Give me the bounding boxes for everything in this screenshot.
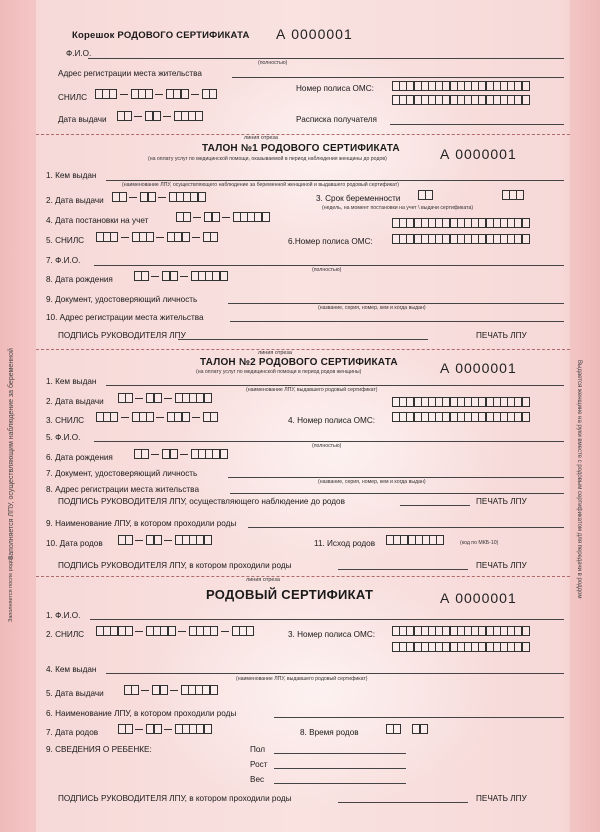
talon2-subtitle: (на оплату услуг по медицинской помощи в период родов женщины): [196, 369, 362, 375]
talon1-fio-line[interactable]: [94, 265, 564, 266]
stub-snils-label: СНИЛС: [58, 93, 87, 102]
talon1-birth-date-label: 8. Дата рождения: [46, 275, 113, 284]
stub-number: А 0000001: [276, 26, 353, 42]
stub-receipt-line[interactable]: [390, 124, 564, 125]
talon2-snils-boxes[interactable]: [96, 412, 217, 422]
talon2-birth-date-label: 6. Дата рождения: [46, 453, 113, 462]
talon2-address-line[interactable]: [230, 493, 564, 494]
stub-address-label: Адрес регистрации места жительства: [58, 69, 202, 78]
right-margin-band: [570, 0, 600, 832]
talon2-outcome-label: 11. Исход родов: [314, 539, 376, 548]
talon1-document-label: 9. Документ, удостоверяющий личность: [46, 295, 198, 304]
certificate-issue-date-boxes[interactable]: [124, 685, 217, 695]
talon2-document-caption: (название, серия, номер, кем и когда выдан): [318, 479, 426, 485]
talon1-fio-caption: (полностью): [312, 267, 342, 273]
talon1-registration-date-boxes[interactable]: [176, 212, 269, 222]
talon1-address-label: 10. Адрес регистрации места жительства: [46, 313, 204, 322]
stub-snils-boxes[interactable]: [95, 89, 216, 99]
certificate-issued-by-caption: (наименование ЛПУ, выдавшего родовый сертификат): [236, 676, 368, 682]
talon1-issued-by-label: 1. Кем выдан: [46, 171, 97, 180]
talon2-issue-date-boxes[interactable]: [118, 393, 211, 403]
talon2-title: ТАЛОН №2 РОДОВОГО СЕРТИФИКАТА: [200, 357, 398, 368]
certificate-oms-label: 3. Номер полиса ОМС:: [288, 630, 376, 639]
talon2-issued-by-line[interactable]: [106, 385, 564, 386]
talon2-document-label: 7. Документ, удостоверяющий личность: [46, 469, 198, 478]
talon1-fio-label: 7. Ф.И.О.: [46, 256, 81, 265]
stub-address-line[interactable]: [232, 77, 564, 78]
certificate-stamp-label: ПЕЧАТЬ ЛПУ: [476, 794, 527, 803]
talon2-issued-by-caption: (наименование ЛПУ, выдавшего родовый сертификат): [246, 387, 378, 393]
certificate-issued-by-label: 4. Кем выдан: [46, 665, 97, 674]
certificate-lpu-name-label: 6. Наименование ЛПУ, в котором проходили роды: [46, 709, 237, 718]
talon1-registration-date-label: 4. Дата постановки на учет: [46, 216, 149, 225]
talon2-lpu-name-line[interactable]: [248, 527, 564, 528]
talon2-birth-date-boxes[interactable]: [134, 449, 227, 459]
certificate-oms-boxes-row1[interactable]: [392, 626, 529, 636]
cut-line-label-3: линия отреза: [246, 577, 280, 583]
cut-line-1: [36, 134, 570, 135]
talon2-address-label: 8. Адрес регистрации места жительства: [46, 485, 199, 494]
certificate-height-label: Рост: [250, 760, 268, 769]
left-margin-band: [0, 0, 36, 832]
right-side-label: Выдается женщине на руки вместе с родовым сертификатом для передачи в роддом: [576, 360, 582, 599]
certificate-delivery-date-label: 7. Дата родов: [46, 728, 99, 737]
certificate-weight-line[interactable]: [274, 783, 406, 784]
talon1-oms-label: 6.Номер полиса ОМС:: [288, 237, 373, 246]
talon2-number: А 0000001: [440, 360, 517, 376]
talon1-number: А 0000001: [440, 146, 517, 162]
talon2-document-line[interactable]: [228, 477, 564, 478]
talon1-snils-label: 5. СНИЛС: [46, 236, 85, 245]
cut-line-label-1: линия отреза: [244, 135, 278, 141]
talon1-document-line[interactable]: [228, 303, 564, 304]
talon2-oms-boxes-row1[interactable]: [392, 397, 529, 407]
certificate-height-line[interactable]: [274, 768, 406, 769]
talon2-outcome-boxes[interactable]: [386, 535, 444, 545]
certificate-delivery-date-boxes[interactable]: [118, 724, 211, 734]
certificate-snils-boxes[interactable]: [96, 626, 253, 636]
stub-oms-boxes-row2[interactable]: [392, 95, 529, 105]
certificate-sex-label: Пол: [250, 745, 266, 754]
certificate-fio-label: 1. Ф.И.О.: [46, 611, 81, 620]
talon2-signature2-label: ПОДПИСЬ РУКОВОДИТЕЛЯ ЛПУ, в котором проходили роды: [58, 561, 292, 570]
stub-receipt-label: Расписка получателя: [296, 115, 377, 124]
talon2-signature2-line[interactable]: [338, 569, 468, 570]
stub-oms-boxes-row1[interactable]: [392, 81, 529, 91]
cut-line-3: [36, 576, 570, 577]
talon2-stamp2-label: ПЕЧАТЬ ЛПУ: [476, 561, 527, 570]
talon2-oms-label: 4. Номер полиса ОМС:: [288, 416, 376, 425]
talon1-signature-label: ПОДПИСЬ РУКОВОДИТЕЛЯ ЛПУ: [58, 331, 186, 340]
talon2-mkb-caption: (код по МКБ-10): [460, 540, 499, 546]
certificate-issued-by-line[interactable]: [106, 673, 564, 674]
talon2-fio-caption: (полностью): [312, 443, 342, 449]
certificate-fio-line[interactable]: [90, 619, 564, 620]
talon1-pregnancy-term-boxes-2[interactable]: [502, 190, 524, 200]
talon1-address-line[interactable]: [230, 321, 564, 322]
certificate-signature-line[interactable]: [338, 802, 468, 803]
talon1-oms-boxes-row2[interactable]: [392, 234, 529, 244]
certificate-issue-date-label: 5. Дата выдачи: [46, 689, 104, 698]
certificate-signature-label: ПОДПИСЬ РУКОВОДИТЕЛЯ ЛПУ, в котором проходили роды: [58, 794, 292, 803]
stub-fio-label: Ф.И.О.: [66, 49, 92, 58]
talon1-issued-by-caption: (наименование ЛПУ, осуществляющего наблюдение за беременной женщиной и выдавшего родовый сертификат): [122, 182, 399, 188]
talon1-snils-boxes[interactable]: [96, 232, 217, 242]
certificate-child-info-label: 9. СВЕДЕНИЯ О РЕБЕНКЕ:: [46, 745, 152, 754]
talon2-fio-line[interactable]: [94, 441, 564, 442]
certificate-title: РОДОВЫЙ СЕРТИФИКАТ: [206, 587, 374, 602]
left-side-label: Заполняется ЛПУ, осуществляющим наблюдение за беременной: [8, 348, 15, 560]
talon1-subtitle: (на оплату услуг по медицинской помощи, оказываемой в период наблюдения женщины до родов): [148, 156, 387, 162]
talon1-signature-line[interactable]: [178, 339, 428, 340]
talon1-birth-date-boxes[interactable]: [134, 271, 227, 281]
talon1-issued-by-line[interactable]: [106, 180, 564, 181]
certificate-oms-boxes-row2[interactable]: [392, 642, 529, 652]
stub-fio-line[interactable]: [88, 58, 564, 59]
talon1-title: ТАЛОН №1 РОДОВОГО СЕРТИФИКАТА: [202, 143, 400, 154]
talon2-issue-date-label: 2. Дата выдачи: [46, 397, 104, 406]
talon1-pregnancy-term-boxes-1[interactable]: [418, 190, 432, 200]
talon2-fio-label: 5. Ф.И.О.: [46, 433, 81, 442]
talon2-delivery-date-boxes[interactable]: [118, 535, 211, 545]
talon2-delivery-date-label: 10. Дата родов: [46, 539, 103, 548]
talon1-oms-boxes-row1[interactable]: [392, 218, 529, 228]
talon2-snils-label: 3. СНИЛС: [46, 416, 85, 425]
cut-line-label-2: линия отреза: [258, 350, 292, 356]
stub-fio-caption: (полностью): [258, 60, 288, 66]
stub-issue-date-label: Дата выдачи: [58, 115, 107, 124]
talon1-document-caption: (название, серия, номер, кем и когда выдан): [318, 305, 426, 311]
left-side-label-bottom: Заполняется после родов: [8, 556, 14, 622]
certificate-number: А 0000001: [440, 590, 517, 606]
talon1-pregnancy-term-label: 3. Срок беременности: [316, 194, 401, 203]
certificate-lpu-name-line[interactable]: [274, 717, 564, 718]
talon2-signature-line[interactable]: [400, 505, 470, 506]
certificate-birth-time-label: 8. Время родов: [300, 728, 359, 737]
talon1-issue-date-boxes[interactable]: [112, 192, 205, 202]
certificate-birth-time-boxes[interactable]: [386, 724, 427, 734]
certificate-sex-line[interactable]: [274, 753, 406, 754]
talon2-stamp-label: ПЕЧАТЬ ЛПУ: [476, 497, 527, 506]
talon2-lpu-name-label: 9. Наименование ЛПУ, в котором проходили роды: [46, 519, 237, 528]
talon1-pregnancy-caption: (недель, на момент постановки на учет \ выдачи сертификата): [322, 205, 474, 211]
certificate-weight-label: Вес: [250, 775, 265, 784]
stub-issue-date-boxes[interactable]: [117, 111, 203, 121]
stub-title: Корешок РОДОВОГО СЕРТИФИКАТА: [72, 30, 250, 41]
talon1-stamp-label: ПЕЧАТЬ ЛПУ: [476, 331, 527, 340]
certificate-snils-label: 2. СНИЛС: [46, 630, 85, 639]
talon2-oms-boxes-row2[interactable]: [392, 412, 529, 422]
talon1-issue-date-label: 2. Дата выдачи: [46, 196, 104, 205]
stub-oms-label: Номер полиса ОМС:: [296, 84, 374, 93]
cut-line-2: [36, 349, 570, 350]
talon2-issued-by-label: 1. Кем выдан: [46, 377, 97, 386]
talon2-signature-label: ПОДПИСЬ РУКОВОДИТЕЛЯ ЛПУ, осуществляющего наблюдение до родов: [58, 497, 345, 506]
